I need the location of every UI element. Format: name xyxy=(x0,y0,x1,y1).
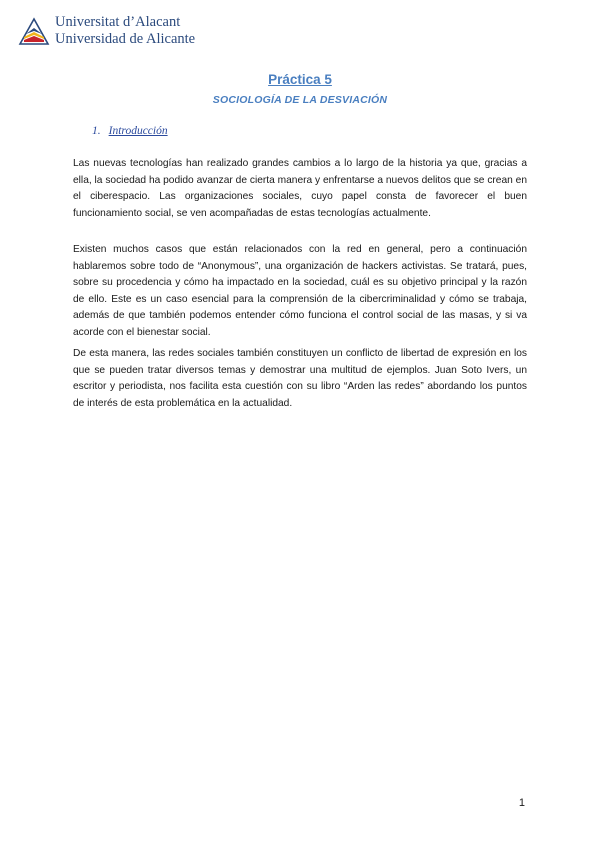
page-number: 1 xyxy=(518,797,525,809)
university-name-valencian: Universitat d’Alacant xyxy=(55,14,181,30)
section-number: 1. xyxy=(92,125,101,137)
paragraph: Las nuevas tecnologías han realizado grandes cambios a lo largo de la historia ya que, gracias a ella, la sociedad ha podido avanzar de cierta manera y enfrentarse a nuevos delitos que se crean en el ciberespacio. Las organizaciones sociales, cuyo papel consta de favorecer el buen funcionamiento social, se ven acompañadas de estas tecnologías actualmente. xyxy=(73,158,527,219)
university-logo xyxy=(18,14,218,50)
document-subtitle: SOCIOLOGÍA DE LA DESVIACIÓN xyxy=(212,94,388,106)
section-heading xyxy=(92,125,168,137)
university-name-spanish: Universidad de Alicante xyxy=(55,31,196,47)
university-logo-icon xyxy=(18,16,50,46)
paragraph: De esta manera, las redes sociales también constituyen un conflicto de libertad de expresión en los que se pueden tratar diversos temas y demostrar una multitud de ejemplos. Juan Soto Ivers, un escritor y periodista, nos facilita esta cuestión con su libro “Arden las redes” abordando los puntos de interés de esta problemática en la actualidad. xyxy=(73,348,527,409)
paragraph: Existen muchos casos que están relacionados con la red en general, pero a continuación hablaremos sobre todo de “Anonymous”, una organización de hackers activistas. Se tratará, pues, sobre su procedencia y cómo ha impactado en la sociedad, cuál es su objetivo principal y la razón de ello. Este es un caso esencial para la comprensión de la cibercriminalidad y cómo se trabaja, además de que también podemos entender cómo funciona el control social de las masas, y si va acorde con el bienestar social. xyxy=(73,244,527,338)
section-title: Introducción xyxy=(108,125,168,137)
document-title: Práctica 5 xyxy=(268,72,332,87)
university-name xyxy=(55,14,195,48)
